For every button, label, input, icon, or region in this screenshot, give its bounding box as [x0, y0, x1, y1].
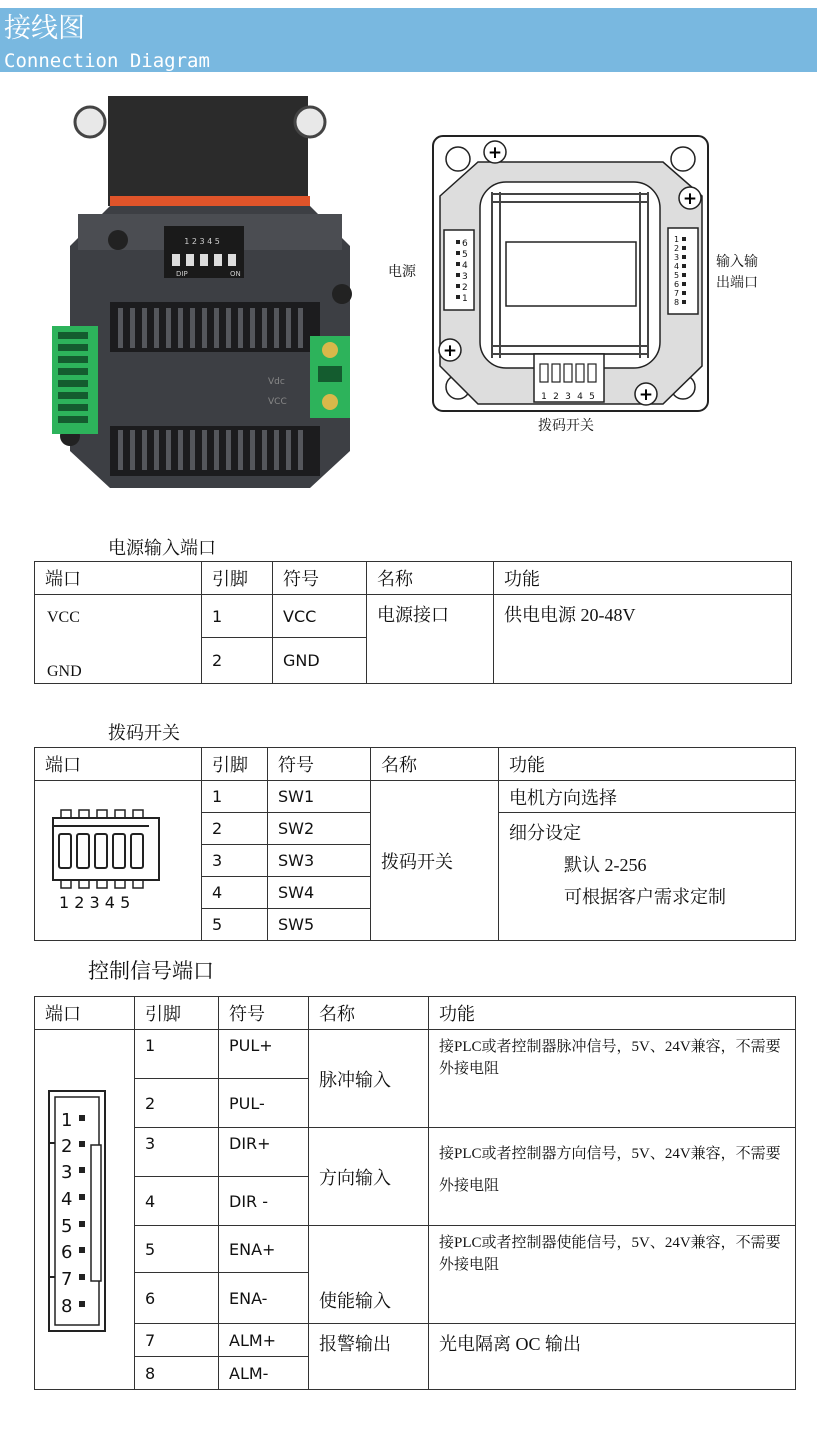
- dip-switch-diagram: [534, 354, 604, 402]
- power-pin-3: 3: [462, 272, 468, 282]
- header-title-cn: 接线图: [4, 13, 85, 44]
- pin-cell: 2: [202, 638, 273, 684]
- table-row: [35, 1226, 796, 1273]
- io-connector-diagram: [668, 228, 698, 314]
- diagram-io-label-line1: 输入输: [716, 254, 758, 270]
- header-port: 端口: [35, 748, 202, 781]
- name-enable: 使能输入: [309, 1226, 429, 1324]
- pin-cell: 1: [135, 1030, 219, 1079]
- port-gnd: GND: [47, 663, 82, 680]
- io-pin-4: 4: [674, 262, 680, 271]
- control-table-header: [35, 997, 796, 1030]
- pin-cell: 5: [135, 1226, 219, 1273]
- func-custom: 可根据客户需求定制: [564, 887, 726, 907]
- control-table-title: 控制信号端口: [88, 959, 214, 983]
- power-table-title: 电源输入端口: [108, 538, 216, 558]
- connector-pin-4: 4: [61, 1188, 73, 1210]
- symbol-cell: DIR -: [219, 1177, 309, 1226]
- control-port-cell: [35, 1030, 135, 1390]
- symbol-cell: SW3: [268, 845, 371, 877]
- header-pin: 引脚: [202, 748, 268, 781]
- power-pin-2: 2: [462, 283, 468, 293]
- dip-diagram-num-2: 2: [553, 392, 559, 402]
- symbol-cell: ALM+: [219, 1324, 309, 1357]
- function-direction: 接PLC或者控制器方向信号，5V、24V兼容，不需要外接电阻: [429, 1128, 796, 1226]
- name-direction: 方向输入: [309, 1128, 429, 1226]
- power-connector-diagram: [444, 230, 474, 310]
- func-direction: 电机方向选择: [499, 781, 796, 813]
- dip-diagram-num-5: 5: [589, 392, 595, 402]
- header-title-en: Connection Diagram: [4, 50, 210, 72]
- pin-cell: 6: [135, 1273, 219, 1324]
- header-port: 端口: [35, 562, 202, 595]
- control-table: [34, 996, 796, 1390]
- symbol-cell: PUL-: [219, 1079, 309, 1128]
- terminal-label-vcc: VCC: [268, 397, 287, 407]
- dip-diagram-num-3: 3: [565, 392, 571, 402]
- symbol-cell: ENA+: [219, 1226, 309, 1273]
- symbol-cell: SW1: [268, 781, 371, 813]
- power-pin-5: 5: [462, 250, 468, 260]
- header-function: 功能: [494, 562, 792, 595]
- dip-port-cell: [35, 781, 202, 941]
- func-subdiv-cell: [499, 813, 796, 941]
- terminal-label-vdc: Vdc: [268, 377, 285, 387]
- power-pin-4: 4: [462, 261, 468, 271]
- power-table-header: [35, 562, 792, 595]
- io-pin-8: 8: [674, 298, 680, 307]
- header-banner: [0, 8, 817, 72]
- function-pulse: 接PLC或者控制器脉冲信号，5V、24V兼容，不需要外接电阻: [429, 1030, 796, 1128]
- func-default: 默认 2-256: [564, 855, 647, 875]
- dip-name-cell: 拨码开关: [371, 781, 499, 941]
- power-function-cell: 供电电源 20-48V: [494, 595, 792, 684]
- diagram-dip-label: 拨码开关: [538, 418, 594, 434]
- table-row: [35, 1030, 796, 1079]
- io-terminal-photo: [52, 326, 98, 434]
- pin-cell: 1: [202, 781, 268, 813]
- dip-switch-photo: [164, 226, 244, 278]
- pin-cell: 4: [135, 1177, 219, 1226]
- header-symbol: 符号: [273, 562, 367, 595]
- pin-cell: 3: [135, 1128, 219, 1177]
- header-symbol: 符号: [268, 748, 371, 781]
- io-pin-6: 6: [674, 280, 680, 289]
- func-subdiv: 细分设定: [509, 823, 581, 843]
- table-row: [35, 595, 792, 638]
- header-function: 功能: [429, 997, 796, 1030]
- table-row: [35, 781, 796, 813]
- header-pin: 引脚: [135, 997, 219, 1030]
- pin-cell: 3: [202, 845, 268, 877]
- dip-icon-numbers: 1 2 3 4 5: [59, 892, 131, 912]
- connector-pin-7: 7: [61, 1268, 73, 1290]
- symbol-cell: VCC: [273, 595, 367, 638]
- io-pin-2: 2: [674, 244, 680, 253]
- connector-pin-6: 6: [61, 1241, 73, 1263]
- dip-table: [34, 747, 796, 941]
- svg-text:+: +: [638, 385, 654, 405]
- diagram-io-label-line2: 出端口: [716, 275, 758, 291]
- io-pin-7: 7: [674, 289, 680, 298]
- header-function: 功能: [499, 748, 796, 781]
- symbol-cell: SW4: [268, 877, 371, 909]
- power-table: [34, 561, 792, 684]
- table-row: [35, 1324, 796, 1357]
- function-alarm: 光电隔离 OC 输出: [429, 1324, 796, 1390]
- table-row: [35, 1128, 796, 1177]
- io-pin-3: 3: [674, 253, 680, 262]
- control-connector-icon: [35, 1085, 135, 1335]
- pin-cell: 7: [135, 1324, 219, 1357]
- name-alarm: 报警输出: [309, 1324, 429, 1390]
- power-name-cell: 电源接口: [367, 595, 494, 684]
- dip-diagram-num-4: 4: [577, 392, 583, 402]
- dip-photo-numbers: 1 2 3 4 5: [184, 237, 220, 246]
- symbol-cell: ALM-: [219, 1357, 309, 1390]
- symbol-cell: GND: [273, 638, 367, 684]
- pin-cell: 2: [135, 1079, 219, 1128]
- power-pin-1: 1: [462, 294, 468, 304]
- symbol-cell: ENA-: [219, 1273, 309, 1324]
- svg-text:+: +: [682, 189, 698, 209]
- symbol-cell: PUL+: [219, 1030, 309, 1079]
- connector-pin-2: 2: [61, 1135, 73, 1157]
- svg-text:+: +: [442, 341, 458, 361]
- motor-photo: [52, 96, 362, 488]
- connector-pin-1: 1: [61, 1109, 73, 1131]
- diagram-power-label: 电源: [388, 264, 416, 280]
- svg-text:+: +: [487, 143, 503, 163]
- connector-pin-5: 5: [61, 1215, 73, 1237]
- power-pin-6: 6: [462, 239, 468, 249]
- pin-cell: 4: [202, 877, 268, 909]
- header-symbol: 符号: [219, 997, 309, 1030]
- power-port-cell: [35, 595, 202, 684]
- pin-cell: 2: [202, 813, 268, 845]
- connector-pin-8: 8: [61, 1295, 73, 1317]
- header-name: 名称: [367, 562, 494, 595]
- io-pin-5: 5: [674, 271, 680, 280]
- dip-table-header: [35, 748, 796, 781]
- function-enable: 接PLC或者控制器使能信号，5V、24V兼容，不需要外接电阻: [429, 1226, 796, 1324]
- header-pin: 引脚: [202, 562, 273, 595]
- pin-cell: 5: [202, 909, 268, 941]
- symbol-cell: SW2: [268, 813, 371, 845]
- dip-diagram-num-1: 1: [541, 392, 547, 402]
- pin-cell: 8: [135, 1357, 219, 1390]
- header-name: 名称: [371, 748, 499, 781]
- io-pin-1: 1: [674, 235, 680, 244]
- dip-photo-on: ON: [230, 270, 241, 278]
- symbol-cell: DIR+: [219, 1128, 309, 1177]
- dip-table-title: 拨码开关: [108, 723, 180, 743]
- name-pulse: 脉冲输入: [309, 1030, 429, 1128]
- dip-switch-icon: [45, 806, 175, 916]
- symbol-cell: SW5: [268, 909, 371, 941]
- port-vcc: VCC: [47, 609, 80, 626]
- pin-cell: 1: [202, 595, 273, 638]
- header-port: 端口: [35, 997, 135, 1030]
- dip-photo-label: DIP: [176, 270, 188, 278]
- connector-pin-3: 3: [61, 1161, 73, 1183]
- header-name: 名称: [309, 997, 429, 1030]
